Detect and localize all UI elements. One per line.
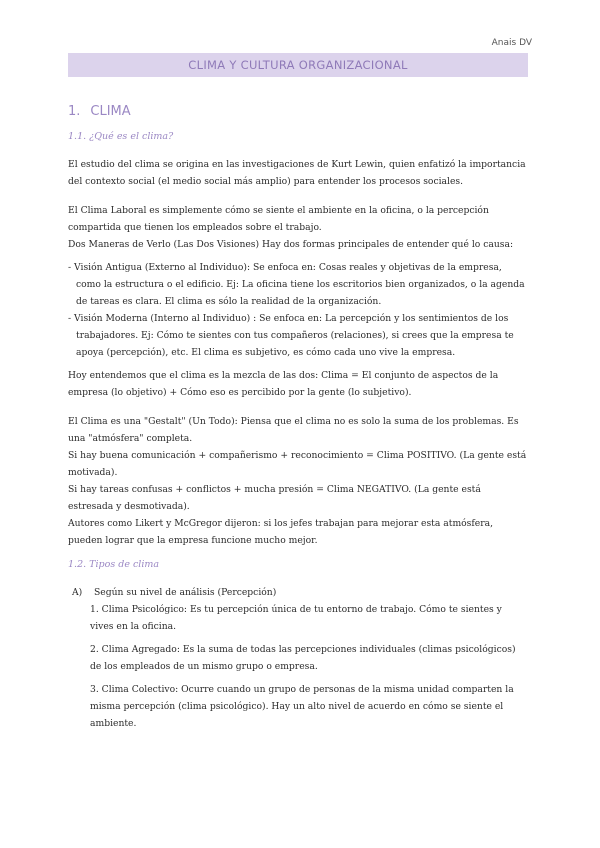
paragraph-negativo: Si hay tareas confusas + conflictos + mucha presión = Clima NEGATIVO. (La gente está estresada y desmotivada). bbox=[68, 484, 481, 512]
paragraph-mezcla: Hoy entendemos que el clima es la mezcla de las dos: Clima = El conjunto de aspectos de la empresa (lo objetivo) + Cómo eso es percibido por la gente (lo subjetivo). bbox=[68, 370, 499, 398]
subsection-number: 1.1. bbox=[68, 131, 87, 142]
paragraph-dos-maneras: Dos Maneras de Verlo (Las Dos Visiones) Hay dos formas principales de entender qué lo causa: bbox=[68, 239, 514, 250]
subsection-number: 1.2. bbox=[68, 559, 87, 570]
paragraph-lewin: El estudio del clima se origina en las investigaciones de Kurt Lewin, quien enfatizó la importancia del contexto social (el medio social más amplio) para entender los procesos sociales. bbox=[68, 159, 526, 187]
paragraph-gestalt: El Clima es una "Gestalt" (Un Todo): Piensa que el clima no es solo la suma de los problemas. Es una "atmósfera" completa. bbox=[68, 416, 519, 444]
paragraph-clima-laboral: El Clima Laboral es simplemente cómo se siente el ambiente en la oficina, o la percepción compartida que tienen los empleados sobre el trabajo. bbox=[68, 205, 489, 233]
subsection-heading-2 bbox=[68, 559, 528, 570]
list-heading-text: Según su nivel de análisis (Percepción) bbox=[94, 587, 277, 598]
list-item: 3. Clima Colectivo: Ocurre cuando un grupo de personas de la misma unidad comparten la misma percepción (clima psicológico). Hay un alto nivel de acuerdo en cómo se siente el ambiente. bbox=[90, 684, 514, 729]
visions-list bbox=[68, 259, 528, 361]
paragraph-positivo: Si hay buena comunicación + compañerismo + reconocimiento = Clima POSITIVO. (La gente está motivada). bbox=[68, 450, 527, 478]
list-heading bbox=[68, 584, 528, 601]
list-letter: A) bbox=[72, 587, 83, 598]
types-list bbox=[68, 584, 528, 732]
document-content bbox=[68, 104, 528, 738]
section-heading bbox=[68, 104, 528, 119]
section-title: CLIMA bbox=[90, 104, 131, 119]
document-title: CLIMA Y CULTURA ORGANIZACIONAL bbox=[68, 53, 528, 77]
paragraph-autores: Autores como Likert y McGregor dijeron: si los jefes trabajan para mejorar esta atmósfera, pueden lograr que la empresa funcione mucho mejor. bbox=[68, 518, 494, 546]
subsection-title: ¿Qué es el clima? bbox=[89, 131, 174, 142]
list-item: - Visión Moderna (Interno al Individuo) : Se enfoca en: La percepción y los sentimientos de los trabajadores. Ej: Cómo te sientes con tus compañeros (relaciones), si crees que la empresa te apoya (percepción), etc. El clima es subjetivo, es cómo cada uno vive la empresa. bbox=[68, 310, 528, 361]
list-item: 2. Clima Agregado: Es la suma de todas las percepciones individuales (climas psicológicos) de los empleados de un mismo grupo o empresa. bbox=[90, 644, 516, 672]
list-item: - Visión Antigua (Externo al Individuo): Se enfoca en: Cosas reales y objetivas de la empresa, como la estructura o el edificio. Ej: La oficina tiene los escritorios bien organizados, o la agenda de tareas es clara. El clima es sólo la realidad de la organización. bbox=[68, 259, 528, 310]
section-number: 1. bbox=[68, 104, 81, 119]
subsection-title: Tipos de clima bbox=[89, 559, 160, 570]
author-name: Anais DV bbox=[491, 38, 532, 48]
list-item: 1. Clima Psicológico: Es tu percepción única de tu entorno de trabajo. Cómo te sientes y vives en la oficina. bbox=[90, 604, 502, 632]
subsection-heading-1 bbox=[68, 131, 528, 142]
